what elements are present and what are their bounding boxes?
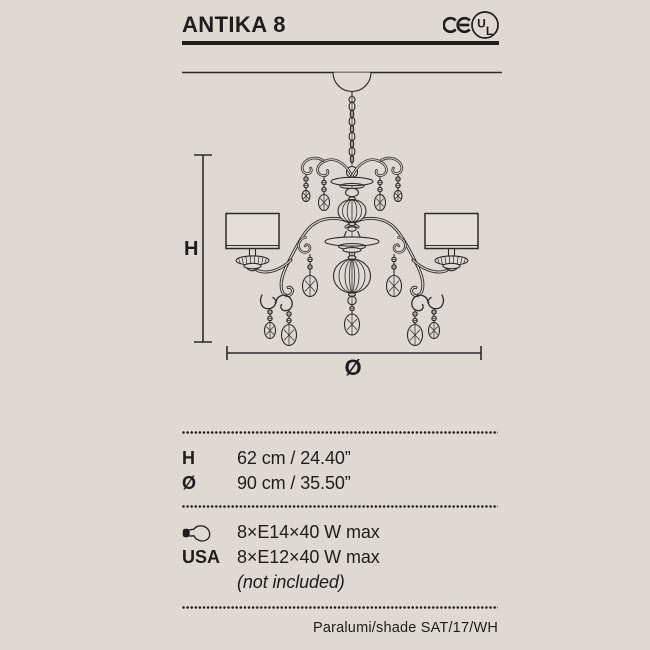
ce-mark-icon bbox=[444, 18, 470, 32]
spec-label-diameter: Ø bbox=[182, 473, 197, 493]
usa-label: USA bbox=[182, 547, 221, 567]
table-row bbox=[182, 570, 499, 595]
bulb-icon bbox=[182, 524, 214, 542]
divider bbox=[182, 606, 498, 609]
ul-letter-l: L bbox=[485, 24, 494, 38]
lamping-standard: 8×E14×40 W max bbox=[237, 522, 380, 542]
product-title: ANTIKA 8 bbox=[182, 12, 286, 37]
table-row bbox=[182, 520, 499, 545]
spec-value-height: 62 cm / 24.40” bbox=[237, 448, 351, 468]
divider bbox=[182, 431, 498, 434]
spec-value-diameter: 90 cm / 35.50” bbox=[237, 473, 351, 493]
bulb-cell bbox=[182, 524, 237, 542]
table-row bbox=[182, 545, 499, 570]
header bbox=[182, 6, 499, 44]
spec-label-height: H bbox=[182, 448, 195, 468]
dimensions-table bbox=[182, 446, 499, 496]
lamping-table bbox=[182, 520, 499, 595]
certification-marks bbox=[443, 7, 499, 43]
not-included-note: (not included) bbox=[237, 572, 345, 592]
divider bbox=[182, 505, 498, 508]
lamping-usa: 8×E12×40 W max bbox=[237, 547, 380, 567]
diameter-dimension-label: Ø bbox=[344, 355, 362, 380]
height-dimension-label: H bbox=[184, 238, 199, 260]
table-row bbox=[182, 471, 499, 496]
header-rule bbox=[182, 41, 499, 45]
table-row bbox=[182, 446, 499, 471]
ul-letter-u: U bbox=[477, 16, 486, 31]
ul-mark-icon bbox=[472, 12, 498, 38]
shade-code: Paralumi/shade SAT/17/WH bbox=[312, 620, 498, 636]
